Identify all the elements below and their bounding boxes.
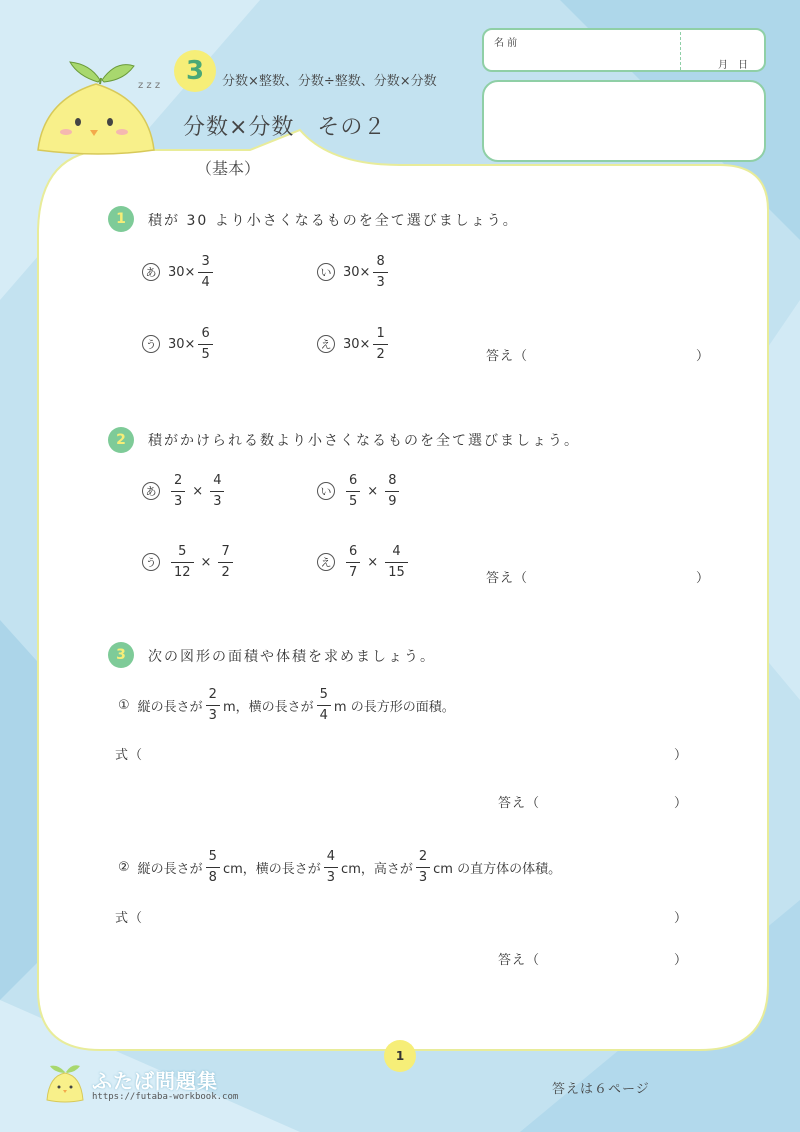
q1-choice-u — [142, 325, 216, 363]
fraction: $\frac{5}{4}$ — [317, 686, 331, 724]
sub-mark: ① — [118, 697, 130, 713]
sub-text: cm，横の長さが — [222, 861, 321, 877]
q1-choice-a — [142, 253, 216, 291]
q1-answer-close: ） — [696, 349, 710, 364]
q3-2-formula-close: ） — [674, 911, 688, 926]
choice-mark: う — [142, 335, 160, 353]
name-date-divider — [680, 32, 681, 70]
date-label: 月 日 — [718, 60, 748, 71]
question-1-number: 1 — [108, 206, 134, 232]
choice-mark: あ — [142, 482, 160, 500]
times-sign: × — [192, 483, 204, 499]
whole-number: 30 — [168, 336, 185, 352]
times-sign: × — [200, 554, 212, 570]
q2-choice-a — [142, 472, 227, 510]
fraction: $\frac{6}{5}$ — [198, 325, 212, 363]
choice-mark: う — [142, 553, 160, 571]
whole-number: 30 — [343, 264, 360, 280]
sub-text: m の長方形の面積。 — [333, 699, 455, 715]
q1-choice-e — [317, 325, 391, 363]
sub-text: cm の直方体の体積。 — [433, 861, 562, 877]
fraction: $\frac{1}{2}$ — [373, 325, 387, 363]
q2-answer-field[interactable] — [548, 562, 688, 584]
fraction: $\frac{8}{3}$ — [373, 253, 387, 291]
fraction: $\frac{4}{3}$ — [324, 848, 338, 886]
question-3-number: 3 — [108, 642, 134, 668]
fraction: $\frac{7}{2}$ — [218, 543, 232, 581]
fraction: $\frac{4}{3}$ — [210, 472, 224, 510]
q3-sub-2 — [118, 848, 561, 886]
choice-mark: い — [317, 482, 335, 500]
q3-1-answer-label: 答え（ — [498, 796, 541, 811]
choice-mark: あ — [142, 263, 160, 281]
fraction: $\frac{2}{3}$ — [206, 686, 220, 724]
fraction: $\frac{4}{15}$ — [385, 543, 408, 581]
times-sign: × — [367, 554, 379, 570]
level-label: （基本） — [196, 159, 261, 178]
fraction: $\frac{2}{3}$ — [416, 848, 430, 886]
name-date-box[interactable] — [482, 28, 766, 72]
q2-answer-close: ） — [696, 571, 710, 586]
fraction: $\frac{3}{4}$ — [198, 253, 212, 291]
times-sign: × — [184, 264, 196, 280]
q3-1-formula-field[interactable] — [150, 740, 665, 762]
sub-mark: ② — [118, 859, 130, 875]
choice-mark: え — [317, 335, 335, 353]
fraction: $\frac{8}{9}$ — [385, 472, 399, 510]
q3-1-answer-field[interactable] — [560, 788, 665, 810]
footer-logo-text: ふたば問題集 — [92, 1069, 218, 1093]
times-sign: × — [359, 264, 371, 280]
question-3-text: 次の図形の面積や体積を求めましょう。 — [148, 649, 436, 665]
q2-answer-label: 答え（ — [486, 571, 529, 586]
q2-choice-e — [317, 543, 411, 581]
sub-text: m，横の長さが — [222, 699, 314, 715]
q1-choice-i — [317, 253, 391, 291]
q1-answer-label: 答え（ — [486, 349, 529, 364]
q3-2-answer-close: ） — [674, 953, 688, 968]
sub-text: 縦の長さが — [137, 699, 203, 715]
score-box[interactable] — [482, 80, 766, 162]
times-sign: × — [367, 483, 379, 499]
q3-1-formula-label: 式（ — [115, 748, 144, 763]
choice-mark: い — [317, 263, 335, 281]
q3-2-answer-label: 答え（ — [498, 953, 541, 968]
page-title: 分数×分数 その２ — [183, 115, 387, 140]
q3-2-formula-field[interactable] — [150, 903, 665, 925]
footer-url[interactable]: https://futaba-workbook.com — [92, 1092, 239, 1102]
whole-number: 30 — [343, 336, 360, 352]
unit-number-badge: 3 — [174, 50, 216, 92]
times-sign: × — [359, 336, 371, 352]
sub-text: 縦の長さが — [137, 861, 203, 877]
question-1-text: 積が 30 より小さくなるものを全て選びましょう。 — [148, 213, 519, 229]
choice-mark: え — [317, 553, 335, 571]
footer-mascot-icon — [44, 1062, 86, 1104]
q3-2-formula-label: 式（ — [115, 911, 144, 926]
sleep-zzz-text: z z z — [138, 80, 161, 91]
answers-page-note: 答えは６ページ — [552, 1082, 650, 1097]
q2-choice-u — [142, 543, 236, 581]
question-2-text: 積がかけられる数より小さくなるものを全て選びましょう。 — [148, 433, 580, 449]
whole-number: 30 — [168, 264, 185, 280]
question-2-number: 2 — [108, 427, 134, 453]
page-number-badge: 1 — [384, 1040, 416, 1072]
name-label: 名 前 — [494, 38, 518, 49]
q3-2-answer-field[interactable] — [560, 945, 665, 967]
sub-text: cm，高さが — [341, 861, 413, 877]
times-sign: × — [184, 336, 196, 352]
q3-sub-1 — [118, 686, 455, 724]
unit-subtitle: 分数×整数、分数÷整数、分数×分数 — [222, 74, 437, 89]
fraction: $\frac{5}{8}$ — [206, 848, 220, 886]
fraction: $\frac{6}{7}$ — [346, 543, 360, 581]
sprout-mascot-image — [30, 50, 160, 160]
fraction: $\frac{2}{3}$ — [171, 472, 185, 510]
q1-answer-field[interactable] — [548, 340, 688, 362]
q3-1-formula-close: ） — [674, 748, 688, 763]
q2-choice-i — [317, 472, 402, 510]
fraction: $\frac{6}{5}$ — [346, 472, 360, 510]
fraction: $\frac{5}{12}$ — [171, 543, 194, 581]
q3-1-answer-close: ） — [674, 796, 688, 811]
